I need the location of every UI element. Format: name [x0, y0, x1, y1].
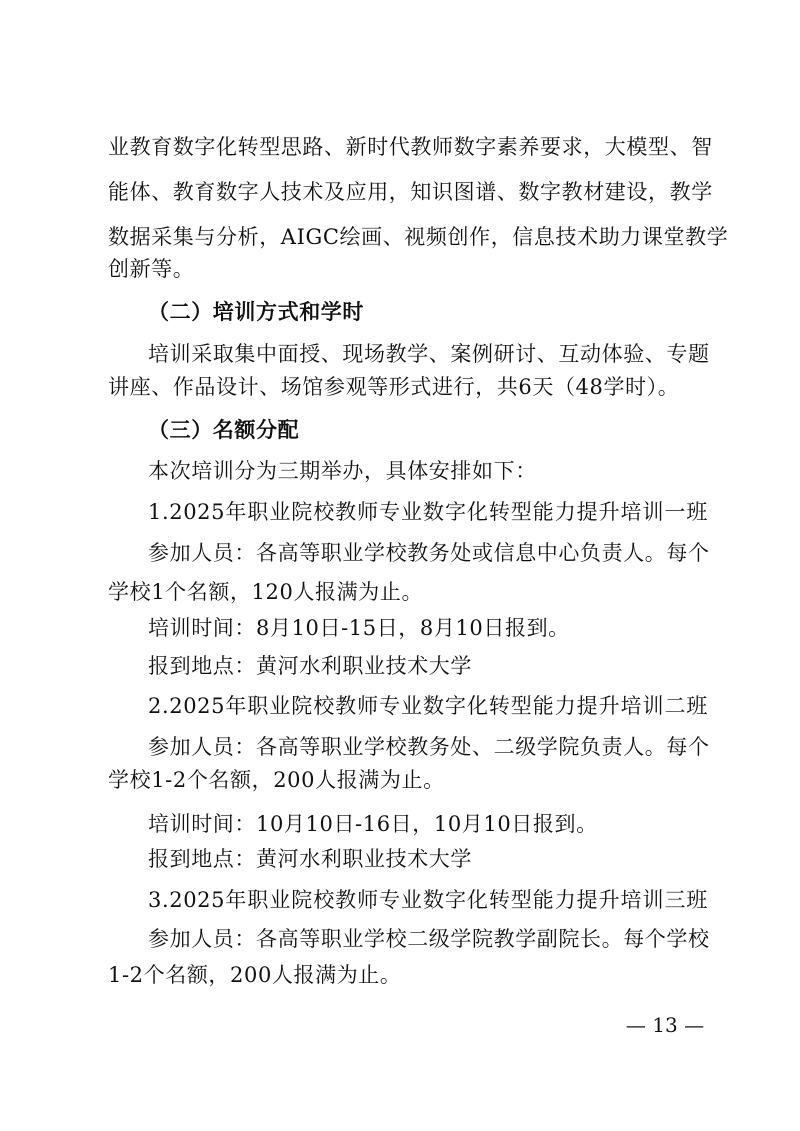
class-title-3: 3.2025年职业院校教师专业数字化转型能力提升培训三班: [148, 888, 708, 912]
class-title-1: 1.2025年职业院校教师专业数字化转型能力提升培训一班: [148, 500, 708, 524]
training-time-line: 培训时间：10月10日-16日，10月10日报到。: [148, 812, 598, 836]
section-heading-training-method: （二）培训方式和学时: [148, 299, 364, 324]
section-heading-quota: （三）名额分配: [148, 417, 300, 442]
class-title-2: 2.2025年职业院校教师专业数字化转型能力提升培训二班: [148, 694, 708, 718]
location-line: 报到地点：黄河水利职业技术大学: [148, 654, 472, 678]
body-text-line: 业教育数字化转型思路、新时代教师数字素养要求，大模型、智: [108, 135, 713, 159]
location-line: 报到地点：黄河水利职业技术大学: [148, 847, 472, 871]
body-text-line: 数据采集与分析，AIGC绘画、视频创作，信息技术助力课堂教学: [108, 225, 729, 249]
page-number: — 13 —: [625, 1013, 705, 1037]
body-text-line: 创新等。: [108, 257, 195, 281]
body-text-line: 学校1个名额，120人报满为止。: [108, 580, 424, 604]
body-text-line: 培训采取集中面授、现场教学、案例研讨、互动体验、专题: [148, 342, 710, 366]
body-text-line: 学校1-2个名额，200人报满为止。: [108, 768, 445, 792]
body-text-line: 1-2个名额，200人报满为止。: [108, 963, 402, 987]
training-time-line: 培训时间：8月10日-15日，8月10日报到。: [148, 616, 570, 640]
body-text-line: 本次培训分为三期举办，具体安排如下：: [148, 459, 537, 483]
body-text-line: 讲座、作品设计、场馆参观等形式进行，共6天（48学时）。: [108, 375, 680, 399]
participants-line: 参加人员：各高等职业学校教务处、二级学院负责人。每个: [148, 735, 710, 759]
body-text-line: 能体、教育数字人技术及应用，知识图谱、数字教材建设，教学: [108, 180, 713, 204]
participants-line: 参加人员：各高等职业学校二级学院教学副院长。每个学校: [148, 927, 710, 951]
participants-line: 参加人员：各高等职业学校教务处或信息中心负责人。每个: [148, 541, 710, 565]
